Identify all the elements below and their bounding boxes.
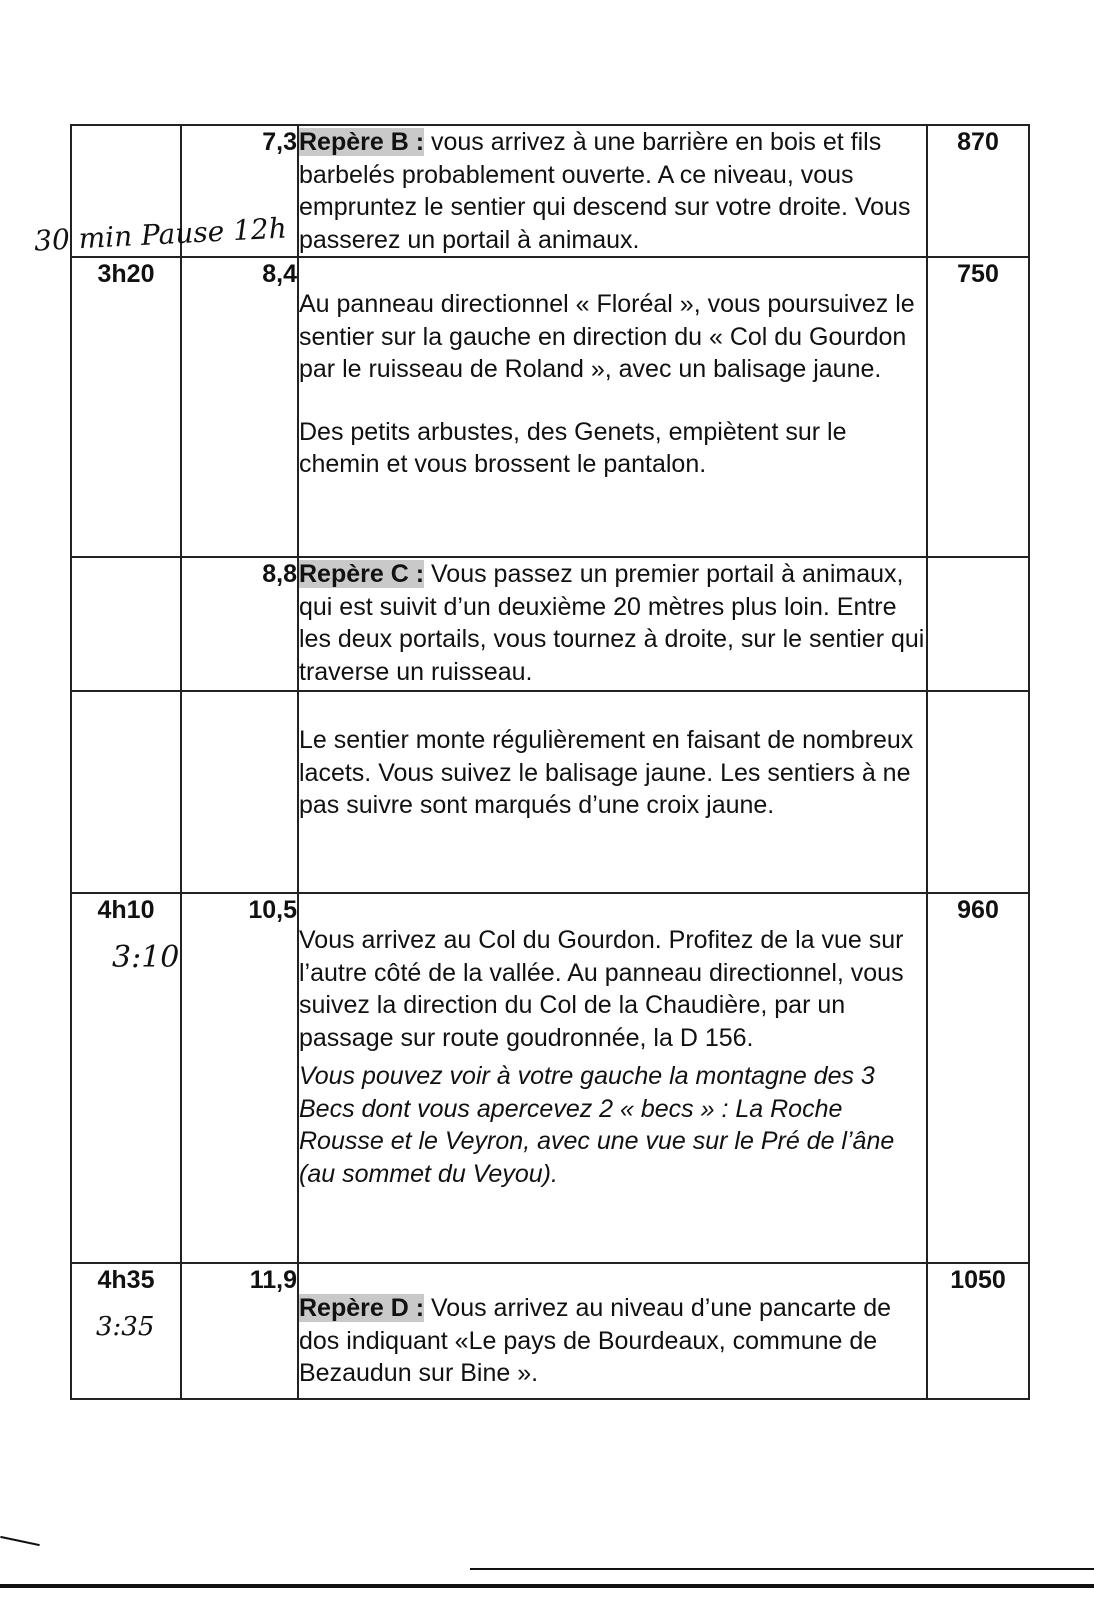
altitude-cell: 870 bbox=[927, 125, 1029, 257]
description-text: Vous arrivez au Col du Gourdon. Profitez de la vue sur l’autre côté de la vallée. Au panneau directionnel, vous suivez la direction du Col de la Chaudière, par un passage sur route goudronnée, la D 156. bbox=[299, 926, 904, 1052]
description-cell bbox=[298, 257, 927, 557]
description-cell bbox=[298, 125, 927, 257]
description-text: Des petits arbustes, des Genets, empiètent sur le chemin et vous brossent le pantalon. bbox=[299, 417, 847, 478]
distance-cell: 8,4 bbox=[181, 257, 298, 557]
description-cell bbox=[298, 691, 927, 893]
description-text: Au panneau directionnel « Floréal », vous poursuivez le sentier sur la gauche en direction du « Col du Gourdon par le ruisseau de Roland », avec un balisage jaune. bbox=[299, 290, 915, 383]
description-cell bbox=[298, 1263, 927, 1399]
altitude-cell: 960 bbox=[927, 893, 1029, 1263]
altitude-cell bbox=[927, 557, 1029, 691]
description-cell bbox=[298, 557, 927, 691]
table-row bbox=[71, 557, 1029, 691]
table-row bbox=[71, 257, 1029, 557]
description-text: Vous arrivez au niveau d’une pancarte de dos indiquant «Le pays de Bourdeaux, commune de Bezaudun sur Bine ». bbox=[299, 1294, 892, 1387]
bottom-scan-line bbox=[0, 1536, 40, 1546]
itinerary-table bbox=[70, 124, 1030, 1400]
waypoint-label: Repère B : bbox=[299, 128, 425, 156]
waypoint-label: Repère C : bbox=[299, 560, 425, 588]
description-text: Le sentier monte régulièrement en faisant de nombreux lacets. Vous suivez le balisage jaune. Les sentiers à ne pas suivre sont marqués d’une croix jaune. bbox=[299, 726, 914, 819]
description-text: vous arrivez à une barrière en bois et fils barbelés probablement ouverte. A ce niveau, vous empruntez le sentier qui descend sur votre droite. Vous passerez un portail à animaux. bbox=[299, 128, 911, 254]
bottom-scan-line bbox=[0, 1584, 1094, 1588]
time-cell bbox=[71, 557, 181, 691]
time-cell: 3h20 bbox=[71, 257, 181, 557]
waypoint-label: Repère D : bbox=[299, 1294, 425, 1322]
time-cell bbox=[71, 691, 181, 893]
distance-cell bbox=[181, 691, 298, 893]
handwritten-note-time: 3:10 bbox=[112, 940, 180, 975]
time-cell: 4h35 bbox=[71, 1263, 181, 1399]
distance-cell: 7,3 bbox=[181, 125, 298, 257]
table-row bbox=[71, 893, 1029, 1263]
altitude-cell bbox=[927, 691, 1029, 893]
altitude-cell: 750 bbox=[927, 257, 1029, 557]
distance-cell: 11,9 bbox=[181, 1263, 298, 1399]
description-text: Vous passez un premier portail à animaux, qui est suivit d’un deuxième 20 mètres plus loin. Entre les deux portails, vous tournez à droite, sur le sentier qui traverse un ruisseau. bbox=[299, 560, 925, 686]
altitude-cell: 1050 bbox=[927, 1263, 1029, 1399]
table-row bbox=[71, 691, 1029, 893]
distance-cell: 8,8 bbox=[181, 557, 298, 691]
time-cell: 4h10 bbox=[71, 893, 181, 1263]
handwritten-note-time: 3:35 bbox=[96, 1312, 155, 1342]
description-text-italic: Vous pouvez voir à votre gauche la montagne des 3 Becs dont vous apercevez 2 « becs » : La Roche Rousse et le Veyron, avec une vue sur le Pré de l’âne (au sommet du Veyou). bbox=[299, 1062, 895, 1188]
description-cell bbox=[298, 893, 927, 1263]
table-row bbox=[71, 1263, 1029, 1399]
bottom-scan-line bbox=[470, 1568, 1094, 1570]
distance-cell: 10,5 bbox=[181, 893, 298, 1263]
handwritten-note-pause: 30 min Pause 12h bbox=[33, 211, 288, 258]
